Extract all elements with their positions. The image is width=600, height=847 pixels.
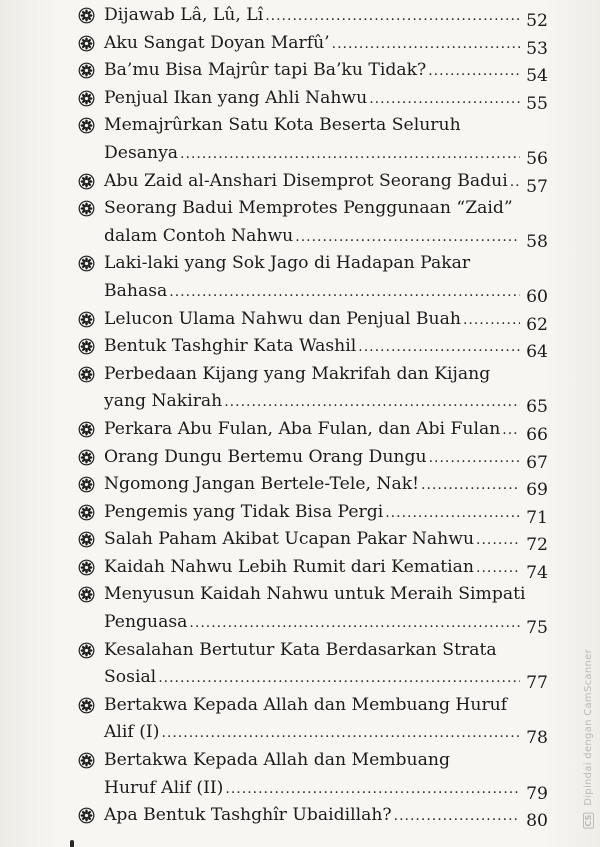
page-number: 57 — [526, 176, 548, 197]
toc-entry[interactable] — [78, 250, 548, 305]
toc-entry-title: Seorang Badui Memprotes Penggunaan “Zaid” — [104, 198, 513, 219]
toc-entry[interactable] — [78, 30, 548, 58]
dot-leader — [358, 334, 520, 362]
toc-line — [78, 499, 548, 527]
toc-line — [78, 554, 548, 582]
toc-line — [78, 416, 548, 444]
toc-line — [78, 526, 548, 554]
toc-line — [78, 637, 548, 665]
dot-leader — [369, 86, 520, 114]
page-number: 79 — [526, 783, 548, 804]
toc-line — [78, 333, 548, 361]
toc-line — [78, 112, 548, 140]
toc-entry[interactable] — [78, 416, 548, 444]
toc-entry-title: Alif (I) — [104, 722, 160, 743]
toc-entry[interactable] — [78, 499, 548, 527]
toc-entry-title: Bertakwa Kepada Allah dan Membuang Huruf — [104, 694, 508, 715]
toc-entry-title: Aku Sangat Doyan Marfû’ — [104, 32, 330, 53]
dot-leader — [476, 527, 520, 555]
ornament-flower-icon — [78, 504, 95, 521]
toc-line — [78, 664, 548, 692]
scanner-watermark — [583, 649, 594, 829]
page-number: 62 — [526, 314, 548, 335]
page-number: 80 — [526, 811, 548, 832]
ornament-flower-icon — [78, 531, 95, 548]
toc-entry[interactable] — [78, 747, 548, 802]
toc-entry-title: Dijawab Lâ, Lû, Lî — [104, 5, 264, 25]
page-number: 58 — [526, 231, 548, 252]
toc-entry-title: Ngomong Jangan Bertele-Tele, Nak! — [104, 474, 420, 495]
toc-line — [78, 278, 548, 306]
toc-entry[interactable] — [78, 85, 548, 113]
toc-entry-title: Desanya — [104, 142, 179, 163]
toc-line — [78, 2, 548, 30]
dot-leader — [421, 472, 520, 500]
dot-leader — [332, 31, 520, 59]
dot-leader — [161, 720, 520, 748]
toc-entry[interactable] — [78, 306, 548, 334]
page-number: 78 — [526, 728, 548, 749]
toc-line — [78, 471, 548, 499]
toc-entry-title: Perbedaan Kijang yang Makrifah dan Kijang — [104, 363, 491, 384]
dot-leader — [385, 500, 520, 528]
dot-leader — [394, 803, 520, 831]
dot-leader — [224, 389, 520, 417]
table-of-contents — [78, 2, 548, 830]
toc-line — [78, 388, 548, 416]
toc-entry[interactable] — [78, 581, 548, 639]
page-number: 65 — [526, 397, 548, 418]
ornament-flower-icon — [78, 311, 95, 328]
toc-entry-title: Memajrûrkan Satu Kota Beserta Seluruh — [104, 115, 461, 136]
ornament-flower-icon — [78, 173, 95, 190]
toc-entry-title: Orang Dungu Bertemu Orang Dungu — [104, 446, 427, 467]
watermark-text: Dipindai dengan CamScanner — [583, 649, 594, 807]
toc-entry[interactable] — [78, 692, 548, 747]
toc-entry-title: Salah Paham Akibat Ucapan Pakar Nahwu — [104, 529, 475, 550]
toc-line — [78, 57, 548, 85]
toc-entry-title: yang Nakirah — [104, 391, 223, 412]
page-number: 69 — [526, 480, 548, 501]
page-number: 53 — [526, 38, 548, 59]
toc-line — [78, 581, 548, 609]
toc-entry-title: Penguasa — [104, 612, 188, 633]
toc-entry-title: Sosial — [104, 667, 157, 688]
toc-entry-title: Kesalahan Bertutur Kata Berdasarkan Strata — [104, 639, 497, 660]
page-number: 71 — [526, 507, 548, 528]
toc-line — [78, 361, 548, 389]
ornament-flower-icon — [78, 255, 95, 272]
toc-line — [78, 30, 548, 58]
ornament-flower-icon — [78, 807, 95, 824]
ornament-flower-icon — [78, 62, 95, 79]
toc-entry[interactable] — [78, 195, 548, 250]
ornament-flower-icon — [78, 752, 95, 769]
toc-entry[interactable] — [78, 554, 548, 582]
toc-entry-title: dalam Contoh Nahwu — [104, 225, 294, 246]
dot-leader — [463, 307, 520, 335]
ornament-flower-icon — [78, 476, 95, 493]
dot-leader — [265, 3, 520, 31]
toc-entry-title: Abu Zaid al-Anshari Disemprot Seorang Badui — [104, 170, 508, 191]
toc-entry-title: Pengemis yang Tidak Bisa Pergi — [104, 501, 384, 522]
toc-entry[interactable] — [78, 444, 548, 472]
page-number: 75 — [526, 618, 548, 639]
toc-entry-title: Perkara Abu Fulan, Aba Fulan, dan Abi Fulan — [104, 418, 501, 439]
toc-line — [78, 609, 548, 637]
ornament-flower-icon — [78, 642, 95, 659]
toc-entry-title: Menyusun Kaidah Nahwu untuk Meraih Simpati — [104, 584, 526, 605]
ornament-flower-icon — [78, 559, 95, 576]
page-number: 77 — [526, 673, 548, 694]
dot-leader — [295, 224, 520, 252]
toc-line — [78, 719, 548, 747]
ornament-flower-icon — [78, 7, 95, 24]
dot-leader — [225, 776, 520, 804]
page-number: 54 — [526, 66, 548, 87]
dot-leader — [510, 169, 520, 197]
toc-line — [78, 692, 548, 720]
toc-line — [78, 250, 548, 278]
toc-line — [78, 223, 548, 251]
toc-entry[interactable] — [78, 802, 548, 830]
dot-leader — [428, 58, 520, 86]
page-number: 66 — [526, 424, 548, 445]
toc-line — [78, 444, 548, 472]
toc-entry-title: Ba’mu Bisa Majrûr tapi Ba’ku Tidak? — [104, 60, 427, 81]
toc-line — [78, 168, 548, 196]
toc-line — [78, 775, 548, 803]
page-number: 55 — [526, 93, 548, 114]
ornament-flower-icon — [78, 90, 95, 107]
toc-line — [78, 747, 548, 775]
ornament-flower-icon — [78, 200, 95, 217]
toc-entry-title: Bentuk Tashghir Kata Washil — [104, 336, 357, 357]
page-number: 52 — [526, 11, 548, 31]
dot-leader — [158, 665, 520, 693]
toc-entry[interactable] — [78, 57, 548, 85]
page-number: 67 — [526, 452, 548, 473]
toc-entry[interactable] — [78, 168, 548, 196]
page-number: 74 — [526, 562, 548, 583]
toc-entry-title: Huruf Alif (II) — [104, 777, 224, 798]
toc-line — [78, 306, 548, 334]
toc-entry[interactable] — [78, 471, 548, 499]
ornament-flower-icon — [78, 338, 95, 355]
page-number: 56 — [526, 148, 548, 169]
dot-leader — [502, 417, 520, 445]
toc-line — [78, 85, 548, 113]
page-number: 60 — [526, 286, 548, 307]
ornament-flower-icon — [78, 697, 95, 714]
dot-leader — [189, 610, 520, 638]
toc-entry-title: Penjual Ikan yang Ahli Nahwu — [104, 87, 368, 108]
dot-leader — [429, 445, 520, 473]
toc-entry[interactable] — [78, 2, 548, 30]
toc-line — [78, 195, 548, 223]
ornament-flower-icon — [78, 449, 95, 466]
toc-entry[interactable] — [78, 361, 548, 416]
ornament-flower-icon — [78, 421, 95, 438]
toc-line — [78, 802, 548, 830]
toc-entry[interactable] — [78, 112, 548, 167]
ornament-flower-icon — [78, 35, 95, 52]
ornament-flower-icon — [78, 117, 95, 134]
page-corner-mark — [70, 840, 74, 847]
toc-entry-title: Lelucon Ulama Nahwu dan Penjual Buah — [104, 308, 461, 329]
toc-entry-title: Kaidah Nahwu Lebih Rumit dari Kematian — [104, 556, 475, 577]
toc-entry[interactable] — [78, 333, 548, 361]
ornament-flower-icon — [78, 586, 95, 603]
page-number: 72 — [526, 535, 548, 556]
toc-entry-title: Laki-laki yang Sok Jago di Hadapan Pakar — [104, 253, 471, 274]
dot-leader — [180, 141, 520, 169]
dot-leader — [476, 555, 520, 583]
toc-entry-title: Bertakwa Kepada Allah dan Membuang — [104, 750, 450, 771]
ornament-flower-icon — [78, 366, 95, 383]
toc-entry-title: Apa Bentuk Tashghîr Ubaidillah? — [104, 805, 392, 826]
camscanner-logo-icon: CS — [584, 814, 593, 827]
page-number: 64 — [526, 342, 548, 363]
toc-entry[interactable] — [78, 526, 548, 554]
toc-entry[interactable] — [78, 637, 548, 692]
toc-entry-title: Bahasa — [104, 280, 168, 301]
toc-line — [78, 140, 548, 168]
dot-leader — [169, 279, 520, 307]
